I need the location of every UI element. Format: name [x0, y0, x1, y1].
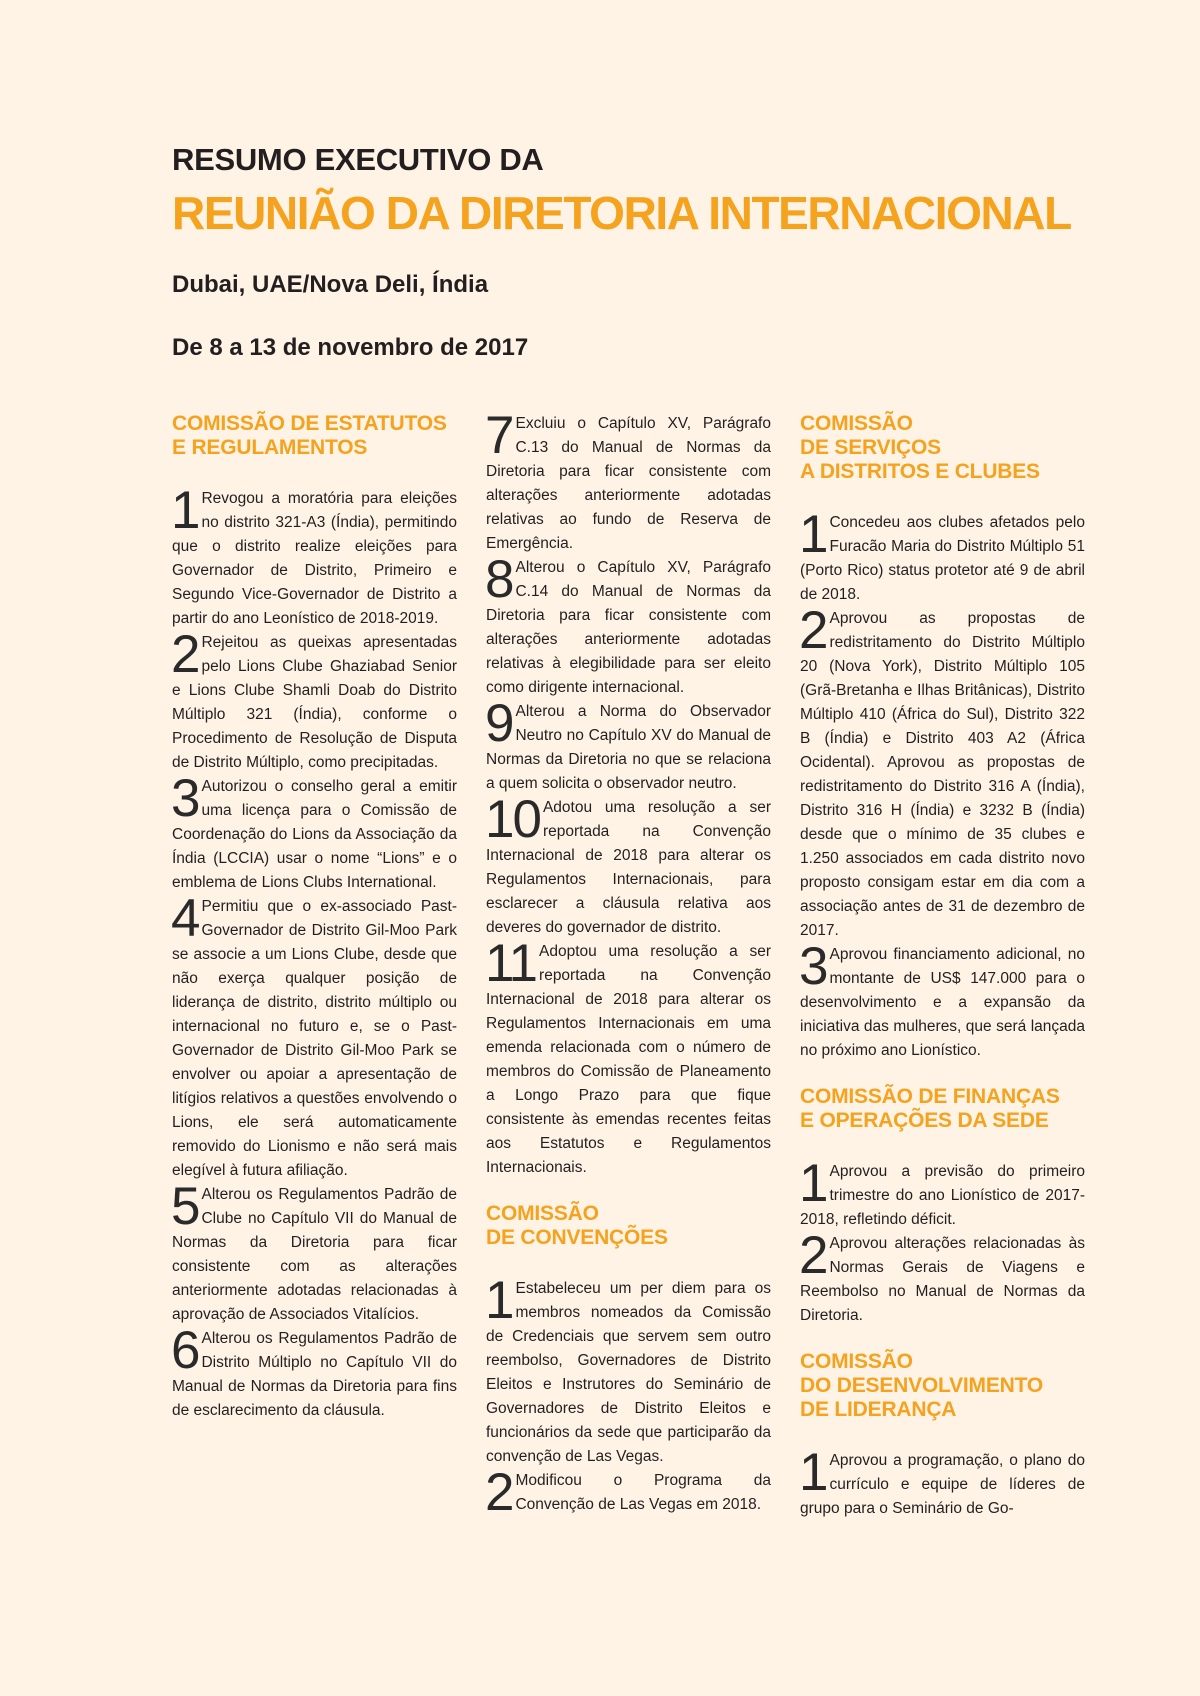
estatutos-item-8 [485, 550, 771, 700]
item-text: Concedeu aos clubes afetados pelo Furacão Maria do Distrito Múltiplo 51 (Porto Rico) status protetor até 9 de abril de 2018. [800, 514, 1085, 603]
section-heading-line: DO DESENVOLVIMENTO [800, 1374, 1043, 1397]
section-heading-line: COMISSÃO [800, 412, 913, 435]
estatutos-item-6 [171, 1321, 457, 1423]
section-heading-line: COMISSÃO [486, 1202, 599, 1225]
item-text: Aprovou a previsão do primeiro trimestre do ano Lionístico de 2017-2018, refletindo déficit. [800, 1163, 1085, 1228]
item-text: Excluiu o Capítulo XV, Parágrafo C.13 do Manual de Normas da Diretoria para ficar consistente com alterações anteriormente adotadas relativas ao fundo de Reserva de Emergência. [486, 415, 771, 552]
item-text: Alterou a Norma do Observador Neutro no Capítulo XV do Manual de Normas da Diretoria no que se relaciona a quem solicita o observador neutro. [486, 703, 771, 792]
item-text: Aprovou a programação, o plano do currículo e equipe de líderes de grupo para o Seminário de Go- [800, 1452, 1085, 1517]
item-text: Permitiu que o ex-associado Past-Governador de Distrito Gil-Moo Park se associe a um Lions Clube, desde que não exerça qualquer posição de liderança de distrito, distrito múltiplo ou internacional no futuro e, se o Past-Governador de Distrito Gil-Moo Park se envolver ou apoiar a apresentação de litígios relativos a questões envolvendo o Lions, ele será automaticamente removido do Lionismo e não será mais elegível à futura afiliação. [172, 898, 457, 1179]
item-number: 2 [485, 1463, 513, 1522]
page-title: REUNIÃO DA DIRETORIA INTERNACIONAL [172, 187, 1071, 239]
section-heading-line: COMISSÃO DE ESTATUTOS [172, 412, 447, 435]
item-text: Aprovou financiamento adicional, no montante de US$ 147.000 para o desenvolvimento e a expansão da iniciativa das mulheres, que será lançada no próximo ano Lionístico. [800, 946, 1085, 1059]
item-number: 10 [485, 790, 540, 849]
section-heading-line: DE SERVIÇOS [800, 436, 941, 459]
estatutos-item-4 [171, 889, 457, 1183]
estatutos-item-3 [171, 769, 457, 895]
header-kicker: RESUMO EXECUTIVO DA [172, 142, 544, 177]
section-heading-financas [800, 1085, 1085, 1133]
item-number: 11 [485, 934, 537, 993]
estatutos-item-7 [485, 406, 771, 556]
item-text: Estabeleceu um per diem para os membros nomeados da Comissão de Credenciais que servem sem outro reembolso, Governadores de Distrito Eleitos e Instrutores do Seminário de Governadores de Distrito Eleitos e funcionários da sede que participarão da convenção de Las Vegas. [486, 1280, 771, 1465]
item-number: 9 [485, 694, 513, 753]
item-number: 2 [799, 1226, 827, 1285]
item-number: 1 [485, 1271, 513, 1330]
item-number: 3 [171, 769, 199, 828]
item-text: Alterou o Capítulo XV, Parágrafo C.14 do Manual de Normas da Diretoria para ficar consistente com alterações anteriormente adotadas relativas à elegibilidade para ser eleito como dirigente internacional. [486, 559, 771, 696]
estatutos-item-9 [485, 694, 771, 796]
item-number: 7 [485, 406, 513, 465]
item-text: Aprovou alterações relacionadas às Normas Gerais de Viagens e Reembolso no Manual de Normas da Diretoria. [800, 1235, 1085, 1324]
item-number: 5 [171, 1177, 199, 1236]
column-2 [485, 406, 771, 1522]
servicos-item-2 [799, 601, 1085, 943]
meeting-location: Dubai, UAE/Nova Deli, Índia [172, 271, 489, 298]
estatutos-item-11 [485, 934, 771, 1180]
estatutos-item-1 [171, 481, 457, 631]
column-1 [172, 412, 457, 1423]
section-heading-lideranca [800, 1350, 1085, 1422]
item-text: Adoptou uma resolução a ser reportada na Convenção Internacional de 2018 para alterar os Regulamentos Internacionais em uma emenda relacionada com o número de membros do Comissão de Planeamento a Longo Prazo para que fique consistente às emendas recentes feitas aos Estatutos e Regulamentos Internacionais. [486, 943, 771, 1176]
item-number: 4 [171, 889, 199, 948]
section-heading-line: COMISSÃO [800, 1350, 913, 1373]
section-heading-line: E OPERAÇÕES DA SEDE [800, 1109, 1049, 1132]
financas-item-1 [799, 1154, 1085, 1232]
item-text: Alterou os Regulamentos Padrão de Clube no Capítulo VII do Manual de Normas da Diretoria para ficar consistente com as alterações anteriormente adotadas relacionadas à aprovação de Associados Vitalícios. [172, 1186, 457, 1323]
section-heading-servicos [800, 412, 1085, 484]
estatutos-item-10 [485, 790, 771, 940]
item-text: Rejeitou as queixas apresentadas pelo Lions Clube Ghaziabad Senior e Lions Clube Shamli Doab do Distrito Múltiplo 321 (Índia), conforme o Procedimento de Resolução de Disputa de Distrito Múltiplo, como precipitadas. [172, 634, 457, 771]
item-number: 2 [171, 625, 199, 684]
servicos-item-1 [799, 505, 1085, 607]
item-text: Revogou a moratória para eleições no distrito 321-A3 (Índia), permitindo que o distrito realize eleições para Governador de Distrito, Primeiro e Segundo Vice-Governador de Distrito a partir do ano Leonístico de 2018-2019. [172, 490, 457, 627]
item-number: 8 [485, 550, 513, 609]
item-number: 1 [799, 1154, 827, 1213]
section-heading-line: DE LIDERANÇA [800, 1398, 957, 1421]
section-heading-convencoes [486, 1202, 771, 1250]
estatutos-item-5 [171, 1177, 457, 1327]
convencoes-item-1 [485, 1271, 771, 1469]
section-heading-line: A DISTRITOS E CLUBES [800, 460, 1040, 483]
section-heading-line: E REGULAMENTOS [172, 436, 368, 459]
item-number: 1 [799, 505, 827, 564]
meeting-dates: De 8 a 13 de novembro de 2017 [172, 334, 529, 361]
servicos-item-3 [799, 937, 1085, 1063]
item-number: 2 [799, 601, 827, 660]
item-number: 6 [171, 1321, 199, 1380]
convencoes-item-2 [485, 1463, 771, 1522]
financas-item-2 [799, 1226, 1085, 1328]
item-text: Autorizou o conselho geral a emitir uma licença para o Comissão de Coordenação do Lions da Associação da Índia (LCCIA) usar o nome “Lions” e o emblema de Lions Clubs International. [172, 778, 457, 891]
item-number: 3 [799, 937, 827, 996]
section-heading-line: COMISSÃO DE FINANÇAS [800, 1085, 1060, 1108]
item-number: 1 [171, 481, 199, 540]
section-heading-line: DE CONVENÇÕES [486, 1226, 668, 1249]
item-text: Adotou uma resolução a ser reportada na Convenção Internacional de 2018 para alterar os Regulamentos Internacionais, para esclarecer a cláusula relativa aos deveres do governador de distrito. [486, 799, 771, 936]
estatutos-item-2 [171, 625, 457, 775]
lideranca-item-1 [799, 1443, 1085, 1521]
item-text: Aprovou as propostas de redistritamento do Distrito Múltiplo 20 (Nova York), Distrito Múltiplo 105 (Grã-Bretanha e Ilhas Britânicas), Distrito Múltiplo 410 (África do Sul), Distrito 322 B (Índia) e Distrito 403 A2 (África Ocidental). Aprovou as propostas de redistritamento do Distrito 316 A (Índia), Distrito 316 H (Índia) e 3232 B (Índia) desde que o mínimo de 35 clubes e 1.250 associados em cada distrito novo proposto consigam estar em dia com a associação antes de 31 de dezembro de 2017. [800, 610, 1085, 939]
item-text: Modificou o Programa da Convenção de Las Vegas em 2018. [515, 1472, 771, 1513]
column-3 [800, 412, 1085, 1521]
item-number: 1 [799, 1443, 827, 1502]
item-text: Alterou os Regulamentos Padrão de Distrito Múltiplo no Capítulo VII do Manual de Normas da Diretoria para fins de esclarecimento da cláusula. [172, 1330, 457, 1419]
section-heading-estatutos [172, 412, 457, 460]
